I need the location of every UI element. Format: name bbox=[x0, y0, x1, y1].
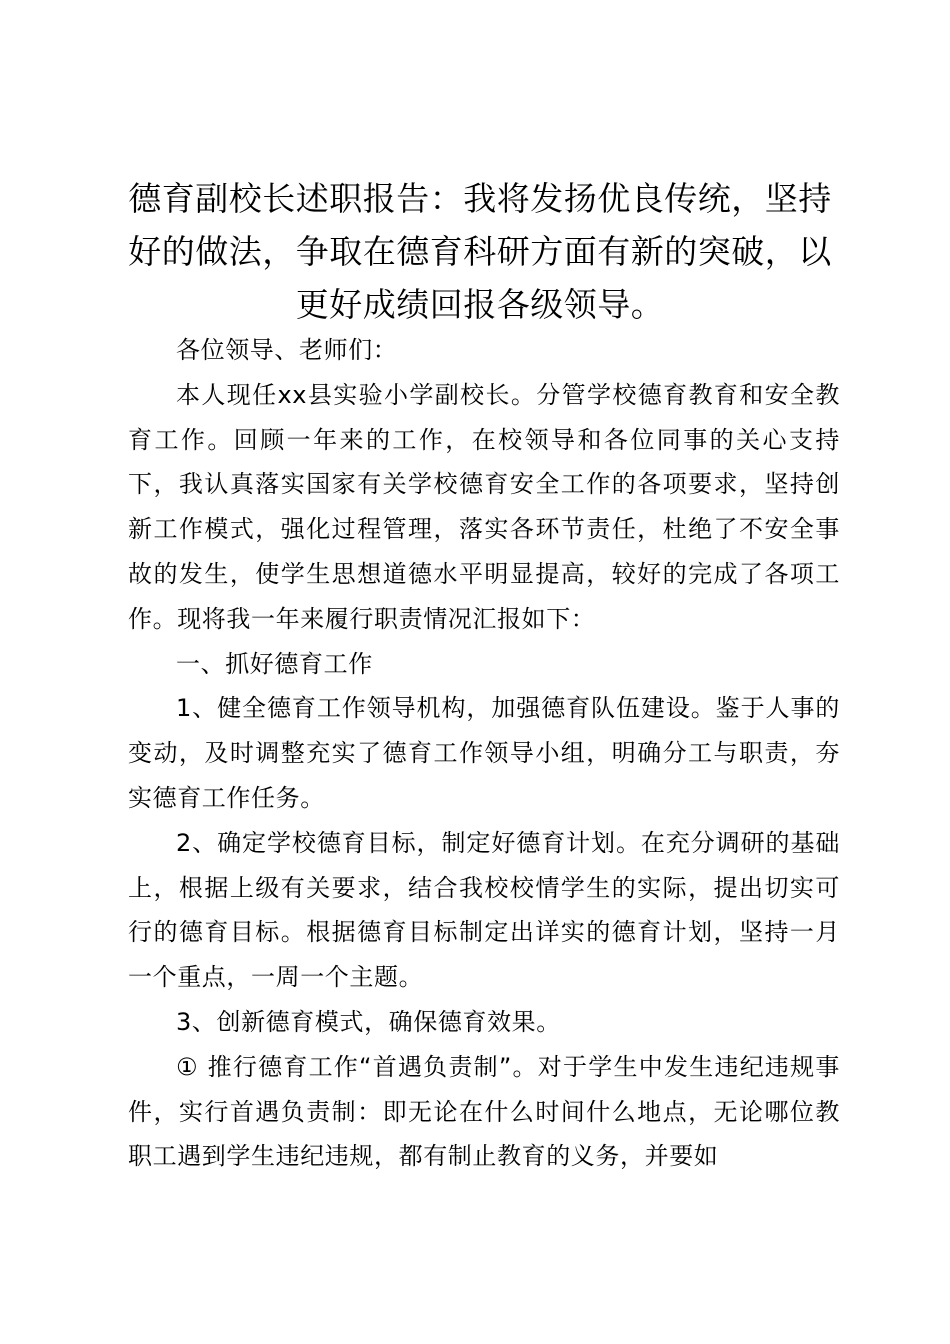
sub-list-item: ① 推行德育工作“首遇负责制”。对于学生中发生违纪违规事件，实行首遇负责制：即无论在什么时间什么地点，无论哪位教职工遇到学生违纪违规，都有制止教育的义务，并要如 bbox=[128, 1052, 840, 1171]
list-item: 1、健全德育工作领导机构，加强德育队伍建设。鉴于人事的变动，及时调整充实了德育工作领导小组，明确分工与职责，夯实德育工作任务。 bbox=[128, 694, 840, 812]
document-body bbox=[128, 328, 840, 1179]
section-heading: 一、抓好德育工作 bbox=[176, 649, 373, 678]
document-title: 德育副校长述职报告：我将发扬优良传统，坚持好的做法，争取在德育科研方面有新的突破，以更好成绩回报各级领导。 bbox=[128, 179, 832, 324]
salutation: 各位领导、老师们： bbox=[176, 336, 398, 364]
list-item: 2、确定学校德育目标，制定好德育计划。在充分调研的基础上，根据上级有关要求，结合我校校情学生的实际，提出切实可行的德育目标。根据德育目标制定出详实的德育计划，坚持一月一个重点，一周一个主题。 bbox=[128, 828, 840, 992]
intro-paragraph: 本人现任xx县实验小学副校长。分管学校德育教育和安全教育工作。回顾一年来的工作，在校领导和各位同事的关心支持下，我认真落实国家有关学校德育安全工作的各项要求，坚持创新工作模式，强化过程管理，落实各环节责任，杜绝了不安全事故的发生，使学生思想道德水平明显提高，较好的完成了各项工作。现将我一年来履行职责情况汇报如下： bbox=[128, 380, 840, 633]
list-item: 3、创新德育模式，确保德育效果。 bbox=[176, 1007, 561, 1036]
